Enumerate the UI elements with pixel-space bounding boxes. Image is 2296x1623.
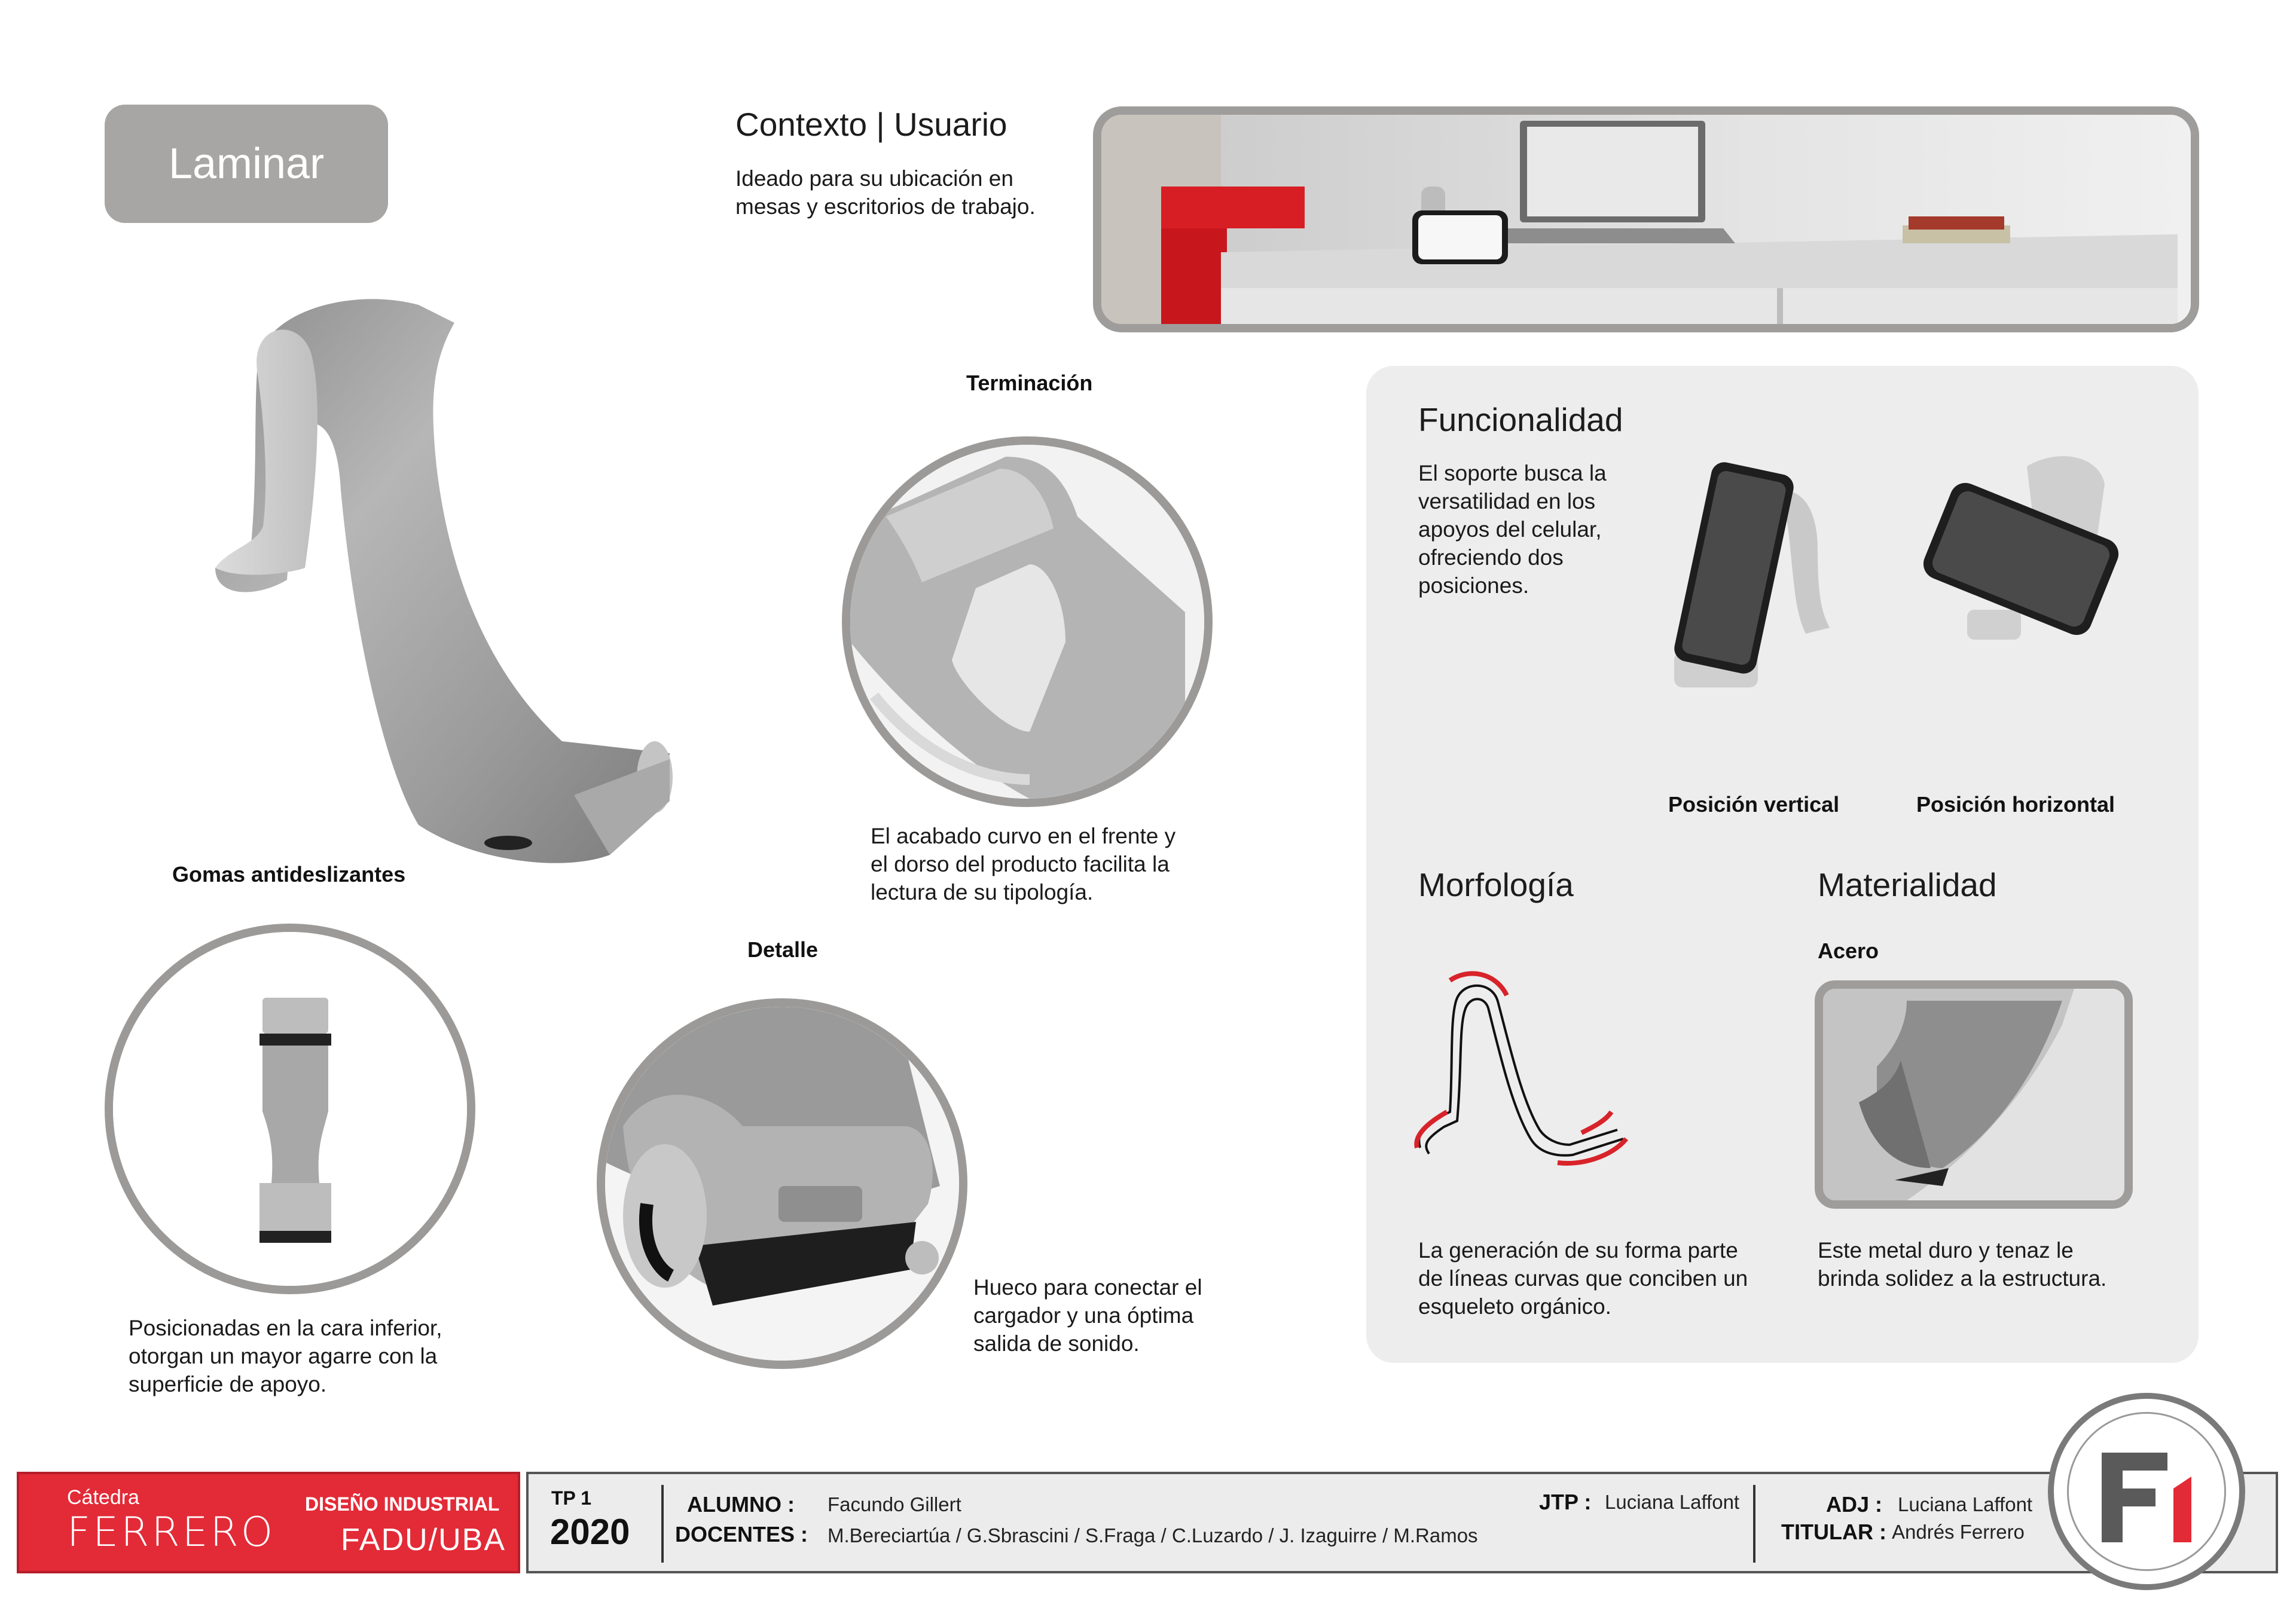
- funcionalidad-text: [1418, 459, 1607, 600]
- gomas-line: otorgan un mayor agarre con la: [129, 1344, 438, 1368]
- morfologia-line: esqueleto orgánico.: [1418, 1294, 1611, 1319]
- titular-label: TITULAR :: [1781, 1520, 1886, 1544]
- gomas-detail-image: [105, 924, 475, 1294]
- detalle-line: cargador y una óptima: [973, 1303, 1194, 1328]
- footer-divider: [661, 1485, 664, 1563]
- diseno-industrial-label: DISEÑO INDUSTRIAL: [305, 1493, 500, 1515]
- gomas-line: Posicionadas en la cara inferior,: [129, 1316, 442, 1340]
- material-image: [1815, 980, 2133, 1209]
- funcionalidad-line: El soporte busca la: [1418, 461, 1607, 485]
- terminacion-label: Terminación: [966, 371, 1093, 395]
- f1-logo-icon: [2096, 1441, 2203, 1548]
- materialidad-line: brinda solidez a la estructura.: [1818, 1266, 2107, 1291]
- detalle-render: [605, 1007, 959, 1361]
- terminacion-line: El acabado curvo en el frente y: [871, 824, 1176, 848]
- footer-divider: [1753, 1485, 1755, 1563]
- vertical-position-label: Posición vertical: [1668, 792, 1840, 817]
- docentes-label: DOCENTES :: [675, 1522, 808, 1546]
- horizontal-position-label: Posición horizontal: [1916, 792, 2115, 817]
- funcionalidad-heading: Funcionalidad: [1418, 401, 1623, 438]
- terminacion-detail-image: [842, 436, 1213, 807]
- gomas-render: [113, 932, 467, 1286]
- terminacion-text: [871, 822, 1176, 906]
- detalle-line: salida de sonido.: [973, 1331, 1140, 1356]
- year-label: 2020: [550, 1512, 630, 1552]
- funcionalidad-line: posiciones.: [1418, 573, 1529, 598]
- footer-brand-block: [17, 1472, 520, 1573]
- morfologia-text: [1418, 1236, 1748, 1321]
- alumno-label: ALUMNO :: [687, 1492, 795, 1517]
- morfologia-line: La generación de su forma parte: [1418, 1238, 1738, 1263]
- tp-label: TP 1: [551, 1487, 591, 1509]
- alumno-name: Facundo Gillert: [828, 1493, 961, 1515]
- detalle-detail-image: [597, 998, 967, 1369]
- adj-label: ADJ :: [1826, 1492, 1883, 1517]
- fadu-uba-label: FADU/UBA: [341, 1523, 506, 1557]
- detalle-line: Hueco para conectar el: [973, 1275, 1202, 1300]
- context-text: [735, 164, 1036, 221]
- context-line: mesas y escritorios de trabajo.: [735, 194, 1036, 219]
- terminacion-line: el dorso del producto facilita la: [871, 852, 1170, 876]
- materialidad-line: Este metal duro y tenaz le: [1818, 1238, 2074, 1263]
- horizontal-position-render: [1919, 448, 2123, 676]
- morfologia-heading: Morfología: [1418, 866, 1574, 903]
- terminacion-render: [850, 445, 1204, 799]
- docentes-names: M.Bereciartúa / G.Sbrascini / S.Fraga / C.Luzardo / J. Izaguirre / M.Ramos: [828, 1524, 1478, 1546]
- morphology-skeleton-diagram: [1414, 968, 1653, 1172]
- terminacion-line: lectura de su tipología.: [871, 880, 1094, 904]
- funcionalidad-line: ofreciendo dos: [1418, 545, 1564, 570]
- steel-closeup-render: [1823, 989, 2124, 1200]
- detalle-label: Detalle: [747, 937, 819, 962]
- funcionalidad-line: versatilidad en los: [1418, 489, 1596, 514]
- gomas-label: Gomas antideslizantes: [172, 862, 406, 887]
- jtp-name: Luciana Laffont: [1605, 1491, 1740, 1513]
- context-image: [1093, 106, 2199, 332]
- adj-name: Luciana Laffont: [1898, 1493, 2033, 1515]
- ferrero-logo: FERRERO: [67, 1509, 276, 1556]
- context-heading: Contexto | Usuario: [735, 106, 1007, 143]
- materialidad-heading: Materialidad: [1818, 866, 1997, 903]
- detalle-text: [973, 1273, 1202, 1358]
- gomas-text: [129, 1314, 442, 1398]
- footer-info-block: [526, 1472, 2278, 1573]
- materialidad-text: [1818, 1236, 2106, 1292]
- morfologia-line: de líneas curvas que conciben un: [1418, 1266, 1748, 1291]
- product-render-main: [203, 287, 729, 891]
- vertical-position-render: [1668, 454, 1848, 705]
- context-line: Ideado para su ubicación en: [735, 166, 1013, 191]
- page-title: Laminar: [105, 105, 388, 223]
- jtp-label: JTP :: [1539, 1490, 1592, 1514]
- catedra-seal: [2048, 1393, 2245, 1590]
- catedra-label: Cátedra: [67, 1486, 139, 1509]
- titular-name: Andrés Ferrero: [1892, 1521, 2025, 1543]
- gomas-line: superficie de apoyo.: [129, 1372, 327, 1396]
- material-label: Acero: [1818, 939, 1879, 963]
- desk-scene-illustration: [1101, 115, 2191, 324]
- funcionalidad-line: apoyos del celular,: [1418, 517, 1602, 542]
